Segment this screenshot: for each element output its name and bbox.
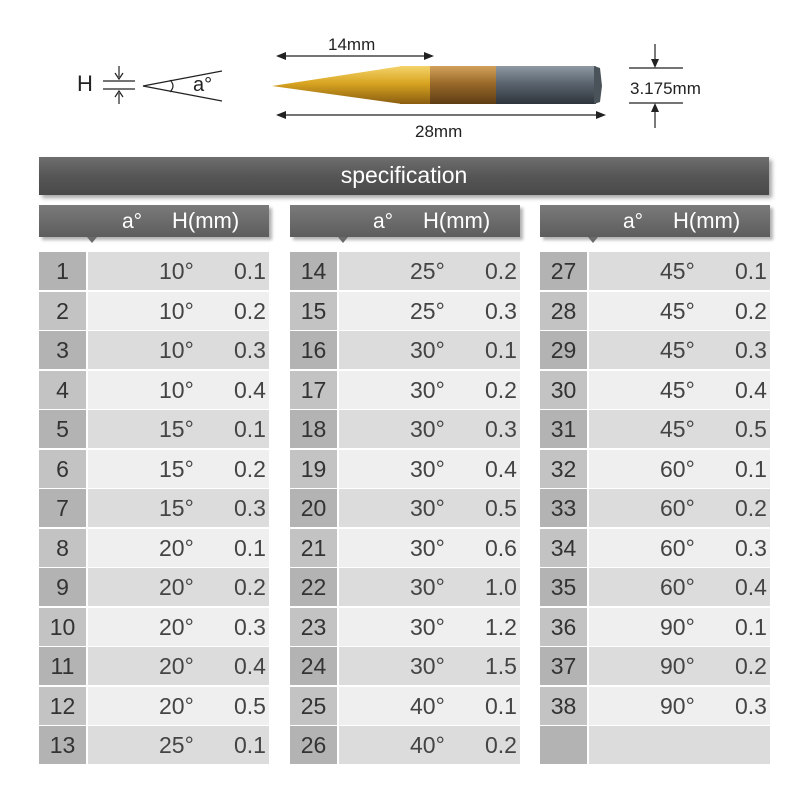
row-body [589,687,770,725]
row-body [339,489,520,527]
height-value: 0.1 [485,692,517,719]
row-body [88,331,269,369]
table-row [290,371,520,409]
spec-column-3 [540,205,770,766]
spec-column-1 [39,205,269,766]
table-row [540,529,770,567]
row-number: 29 [540,331,587,369]
angle-value: 30° [410,376,445,403]
height-value: 1.0 [485,574,517,600]
table-row [39,687,269,725]
angle-value: 10° [159,337,194,363]
table-row [290,687,520,725]
row-body [88,726,269,764]
angle-value: 90° [660,653,695,679]
angle-value: 90° [660,692,695,719]
table-row [39,450,269,488]
row-body [339,529,520,567]
row-body [589,529,770,567]
row-number: 38 [540,687,587,725]
height-value: 0.1 [485,337,517,363]
height-value: 0.6 [485,534,517,561]
row-body [339,292,520,330]
table-row [290,726,520,764]
row-body [88,252,269,290]
row-number: 12 [39,687,86,725]
row-number: 19 [290,450,337,488]
row-body [589,568,770,606]
table-row [540,252,770,290]
table-row [39,647,269,685]
row-number: 14 [290,252,337,290]
angle-value: 30° [410,653,445,679]
angle-value: 30° [410,534,445,561]
table-row [39,568,269,606]
table-row [540,608,770,646]
height-value: 0.1 [234,416,266,442]
angle-value: 30° [410,613,445,640]
height-value: 0.2 [234,455,266,482]
table-row [290,410,520,448]
row-body [339,410,520,448]
angle-value: 15° [159,455,194,482]
table-row [290,331,520,369]
tool-diagram [0,0,800,150]
angle-value: 40° [410,692,445,719]
row-number: 1 [39,252,86,290]
table-row [540,568,770,606]
length-28-label: 28mm [415,122,463,141]
table-row [540,726,770,764]
header-height: H(mm) [673,208,741,233]
angle-value: 10° [159,376,194,403]
height-value: 0.2 [485,258,517,284]
angle-value: 90° [660,613,695,640]
angle-value: 20° [159,653,194,679]
height-value: 0.1 [234,534,266,561]
header-height: H(mm) [172,208,240,233]
angle-value: 60° [660,455,695,482]
height-value: 0.1 [735,613,767,640]
spec-rows [540,252,770,764]
table-row [39,726,269,764]
row-body [339,687,520,725]
row-number: 32 [540,450,587,488]
row-number: 37 [540,647,587,685]
angle-value: 25° [410,297,445,324]
table-row [540,371,770,409]
height-value: 1.5 [485,653,517,679]
row-number: 18 [290,410,337,448]
table-row [290,450,520,488]
row-body [88,568,269,606]
row-body [339,647,520,685]
row-number: 35 [540,568,587,606]
row-number: 33 [540,489,587,527]
angle-value: 45° [660,376,695,403]
table-row [540,292,770,330]
row-number: 25 [290,687,337,725]
height-value: 0.4 [485,455,517,482]
angle-value: 20° [159,613,194,640]
header-pointer [588,237,598,243]
shank-diameter-label: 3.175mm [630,79,701,98]
row-number: 30 [540,371,587,409]
table-row [290,292,520,330]
height-value: 0.5 [735,416,767,442]
row-number: 4 [39,371,86,409]
row-body [88,687,269,725]
table-row [290,647,520,685]
header-angle: a° [122,210,143,233]
angle-value: 30° [410,574,445,600]
row-number: 28 [540,292,587,330]
height-value: 0.2 [735,297,767,324]
row-body [88,292,269,330]
h-label: H [77,71,93,96]
row-body [339,608,520,646]
row-body [339,331,520,369]
row-number: 2 [39,292,86,330]
row-number: 3 [39,331,86,369]
row-body [88,608,269,646]
table-row [39,252,269,290]
row-body [339,726,520,764]
column-header [540,205,770,237]
row-body [589,489,770,527]
table-row [290,252,520,290]
row-number: 10 [39,608,86,646]
height-value: 0.3 [234,495,266,521]
angle-value: 30° [410,337,445,363]
row-body [339,568,520,606]
table-row [39,489,269,527]
height-value: 0.1 [234,732,266,758]
row-body [589,726,770,764]
row-number: 26 [290,726,337,764]
table-row [540,687,770,725]
table-row [39,292,269,330]
header-angle: a° [373,210,394,233]
row-body [589,410,770,448]
tool-drawing [0,0,800,150]
row-number: 8 [39,529,86,567]
height-value: 0.4 [234,376,266,403]
height-value: 0.3 [234,337,266,363]
table-row [540,450,770,488]
height-value: 0.3 [735,337,767,363]
row-number: 34 [540,529,587,567]
header-angle: a° [623,210,644,233]
row-number: 11 [39,647,86,685]
table-row [39,371,269,409]
angle-value: 10° [159,258,194,284]
row-number: 22 [290,568,337,606]
angle-value: 15° [159,495,194,521]
row-body [339,450,520,488]
height-value: 0.2 [485,376,517,403]
table-row [290,568,520,606]
row-body [589,292,770,330]
angle-value: 45° [660,337,695,363]
table-row [540,489,770,527]
dimension-28mm [276,111,606,119]
angle-value: 20° [159,692,194,719]
angle-value: 60° [660,495,695,521]
spec-rows [290,252,520,764]
row-body [339,252,520,290]
height-value: 0.2 [234,297,266,324]
header-pointer [87,237,97,243]
table-row [290,529,520,567]
angle-value: 60° [660,534,695,561]
row-number [540,726,587,764]
row-body [589,450,770,488]
angle-value: 45° [660,297,695,324]
height-value: 0.3 [485,297,517,324]
column-header [290,205,520,237]
row-number: 16 [290,331,337,369]
table-row [290,489,520,527]
row-number: 20 [290,489,337,527]
engraving-bit [272,66,602,104]
table-row [540,410,770,448]
row-body [88,489,269,527]
angle-value: 60° [660,574,695,600]
row-number: 23 [290,608,337,646]
column-header [39,205,269,237]
row-body [589,608,770,646]
height-value: 0.1 [735,258,767,284]
table-row [540,647,770,685]
height-value: 0.1 [735,455,767,482]
height-value: 0.1 [234,258,266,284]
row-number: 6 [39,450,86,488]
table-row [540,331,770,369]
row-body [88,647,269,685]
row-number: 24 [290,647,337,685]
spec-rows [39,252,269,764]
height-value: 1.2 [485,613,517,640]
height-value: 0.3 [735,534,767,561]
height-value: 0.3 [234,613,266,640]
row-number: 31 [540,410,587,448]
height-value: 0.5 [485,495,517,521]
spec-column-2 [290,205,520,766]
height-value: 0.3 [485,416,517,442]
angle-value: 40° [410,732,445,758]
row-number: 15 [290,292,337,330]
specification-banner: specification [39,157,769,195]
row-body [88,529,269,567]
height-value: 0.4 [735,574,767,600]
angle-value: 15° [159,416,194,442]
angle-value: 30° [410,416,445,442]
angle-value: 30° [410,495,445,521]
row-number: 36 [540,608,587,646]
row-number: 5 [39,410,86,448]
row-body [88,410,269,448]
row-body [339,371,520,409]
angle-label: a° [193,74,213,96]
height-value: 0.2 [234,574,266,600]
row-number: 17 [290,371,337,409]
height-value: 0.4 [234,653,266,679]
angle-value: 20° [159,574,194,600]
height-value: 0.5 [234,692,266,719]
height-value: 0.4 [735,376,767,403]
row-number: 7 [39,489,86,527]
row-body [88,371,269,409]
row-body [589,647,770,685]
row-number: 13 [39,726,86,764]
table-row [39,608,269,646]
table-row [290,608,520,646]
header-pointer [338,237,348,243]
table-row [39,410,269,448]
header-height: H(mm) [423,208,491,233]
table-row [39,331,269,369]
row-number: 9 [39,568,86,606]
height-value: 0.3 [735,692,767,719]
row-body [88,450,269,488]
row-number: 21 [290,529,337,567]
row-number: 27 [540,252,587,290]
angle-value: 20° [159,534,194,561]
angle-value: 45° [660,258,695,284]
height-value: 0.2 [485,732,517,758]
row-body [589,331,770,369]
height-value: 0.2 [735,495,767,521]
row-body [589,371,770,409]
angle-value: 25° [159,732,194,758]
height-value: 0.2 [735,653,767,679]
table-row [39,529,269,567]
angle-value: 45° [660,416,695,442]
angle-value: 30° [410,455,445,482]
angle-value: 10° [159,297,194,324]
angle-value: 25° [410,258,445,284]
row-body [589,252,770,290]
h-symbol [103,66,135,104]
length-14-label: 14mm [328,35,376,54]
